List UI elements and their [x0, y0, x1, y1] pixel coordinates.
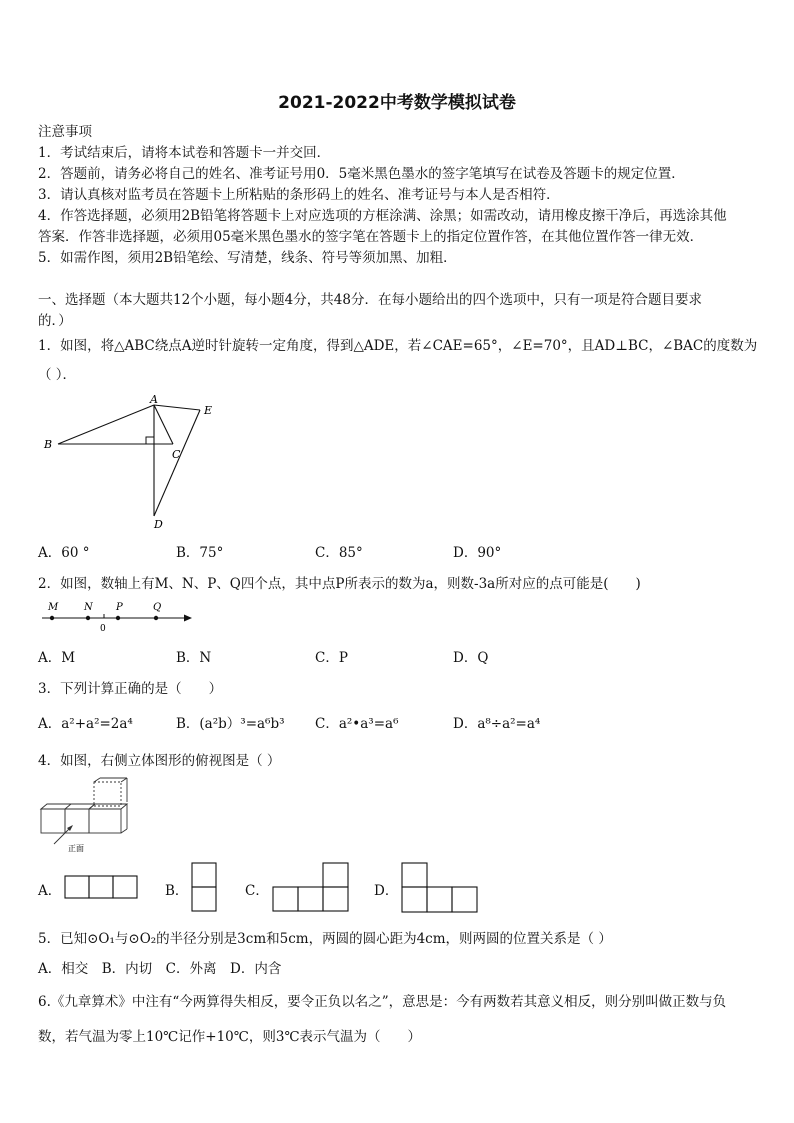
- q2-option-c[interactable]: C．P: [315, 650, 348, 666]
- q1-stem-cont: （ ）．: [38, 367, 77, 383]
- segment-ab: [58, 405, 154, 444]
- q3-option-c[interactable]: C．a²•a³=a⁶: [315, 716, 399, 732]
- right-angle-mark: [146, 437, 154, 444]
- q5-options[interactable]: A．相交 B．内切 C．外离 D．内含: [38, 961, 282, 977]
- q2-option-d[interactable]: D．Q: [453, 650, 489, 666]
- segment-ac: [154, 405, 173, 444]
- q1-stem: 1．如图，将△ABC绕点A逆时针旋转一定角度，得到△ADE，若∠CAE=65°，∠E=70°，且AD⊥BC，∠BAC的度数为: [38, 338, 758, 354]
- arrow-right-icon: [184, 615, 192, 622]
- q1-triangle-figure: [38, 390, 228, 532]
- q1-option-c[interactable]: C．85°: [315, 545, 363, 561]
- label-zero: 0: [100, 624, 106, 634]
- front-cube: [41, 809, 65, 833]
- q6-stem: 6.《九章算术》中注有“今两算得失相反，要令正负以名之”，意思是：今有两数若其意义相反，则分别叫做正数与负: [38, 994, 727, 1010]
- q2-option-b[interactable]: B．N: [176, 650, 212, 666]
- label-c: C: [172, 448, 181, 461]
- q4-option-c[interactable]: C．: [245, 883, 269, 899]
- notice-item: 3．请认真核对监考员在答题卡上所粘贴的条形码上的姓名、准考证号与本人是否相符．: [38, 187, 560, 203]
- label-a: A: [150, 393, 158, 406]
- page-title: 2021-2022中考数学模拟试卷: [278, 93, 516, 113]
- q5-stem: 5．已知⊙O₁与⊙O₂的半径分别是3cm和5cm，两圆的圆心距为4cm，则两圆的位置关系是（ ）: [38, 931, 612, 947]
- q4-stem: 4．如图，右侧立体图形的俯视图是（ ）: [38, 753, 281, 769]
- q1-option-a[interactable]: A．60 °: [38, 545, 90, 561]
- q4-option-d[interactable]: D．: [374, 883, 399, 899]
- label-b: B: [44, 438, 53, 451]
- q1-option-b[interactable]: B．75°: [176, 545, 224, 561]
- notice-heading: 注意事项: [38, 124, 92, 140]
- q4-option-c-figure: [272, 862, 350, 912]
- q4-option-d-figure: [401, 862, 479, 914]
- label-q: Q: [153, 602, 162, 613]
- notice-item: 5．如需作图，须用2B铅笔绘、写清楚，线条、符号等须加黑、加粗．: [38, 250, 457, 266]
- q1-option-d[interactable]: D．90°: [453, 545, 502, 561]
- section-heading: 一、选择题（本大题共12个小题，每小题4分，共48分．在每小题给出的四个选项中，只有一项是符合题目要求: [38, 292, 702, 308]
- front-label: 正面: [68, 844, 84, 853]
- point-m: [50, 616, 54, 620]
- point-p: [116, 616, 120, 620]
- front-cube: [89, 809, 121, 833]
- q4-option-b-figure: [191, 862, 217, 912]
- q4-solid-figure: [38, 776, 138, 856]
- label-e: E: [204, 404, 213, 417]
- notice-item: 2．答题前，请务必将自己的姓名、准考证号用0．5毫米黑色墨水的签字笔填写在试卷及答题卡的规定位置．: [38, 166, 685, 182]
- q3-option-a[interactable]: A．a²+a²=2a⁴: [38, 716, 133, 732]
- notice-item: 4．作答选择题，必须用2B铅笔将答题卡上对应选项的方框涂满、涂黑；如需改动，请用橡皮擦干净后，再选涂其他: [38, 208, 727, 224]
- q2-stem: 2．如图，数轴上有M、N、P、Q四个点，其中点P所表示的数为a，则数-3a所对应的点可能是( ): [38, 576, 641, 592]
- notice-item: 答案．作答非选择题，必须用05毫米黑色墨水的签字笔在答题卡上的指定位置作答，在其他位置作答一律无效．: [38, 229, 704, 245]
- section-heading-cont: 的．）: [38, 313, 72, 329]
- q3-stem: 3．下列计算正确的是（ ）: [38, 681, 223, 697]
- point-n: [86, 616, 90, 620]
- q2-option-a[interactable]: A．M: [38, 650, 76, 666]
- q4-option-b[interactable]: B．: [165, 883, 189, 899]
- q3-option-d[interactable]: D．a⁸÷a²=a⁴: [453, 716, 541, 732]
- label-p: P: [116, 602, 123, 613]
- q4-option-a[interactable]: A．: [38, 883, 62, 899]
- segment-de: [154, 410, 200, 516]
- segment-ae: [154, 405, 200, 410]
- q3-option-b[interactable]: B．(a²b）³=a⁶b³: [176, 716, 285, 732]
- hidden-cube: [94, 782, 121, 806]
- label-n: N: [84, 602, 93, 613]
- label-m: M: [48, 602, 59, 613]
- q6-stem-cont: 数，若气温为零上10℃记作+10℃，则3℃表示气温为（ ）: [38, 1029, 422, 1045]
- label-d: D: [154, 518, 163, 531]
- notice-item: 1．考试结束后，请将本试卷和答题卡一并交回．: [38, 145, 331, 161]
- point-q: [154, 616, 158, 620]
- number-line-figure: [38, 598, 198, 634]
- q4-option-a-figure: [64, 874, 138, 900]
